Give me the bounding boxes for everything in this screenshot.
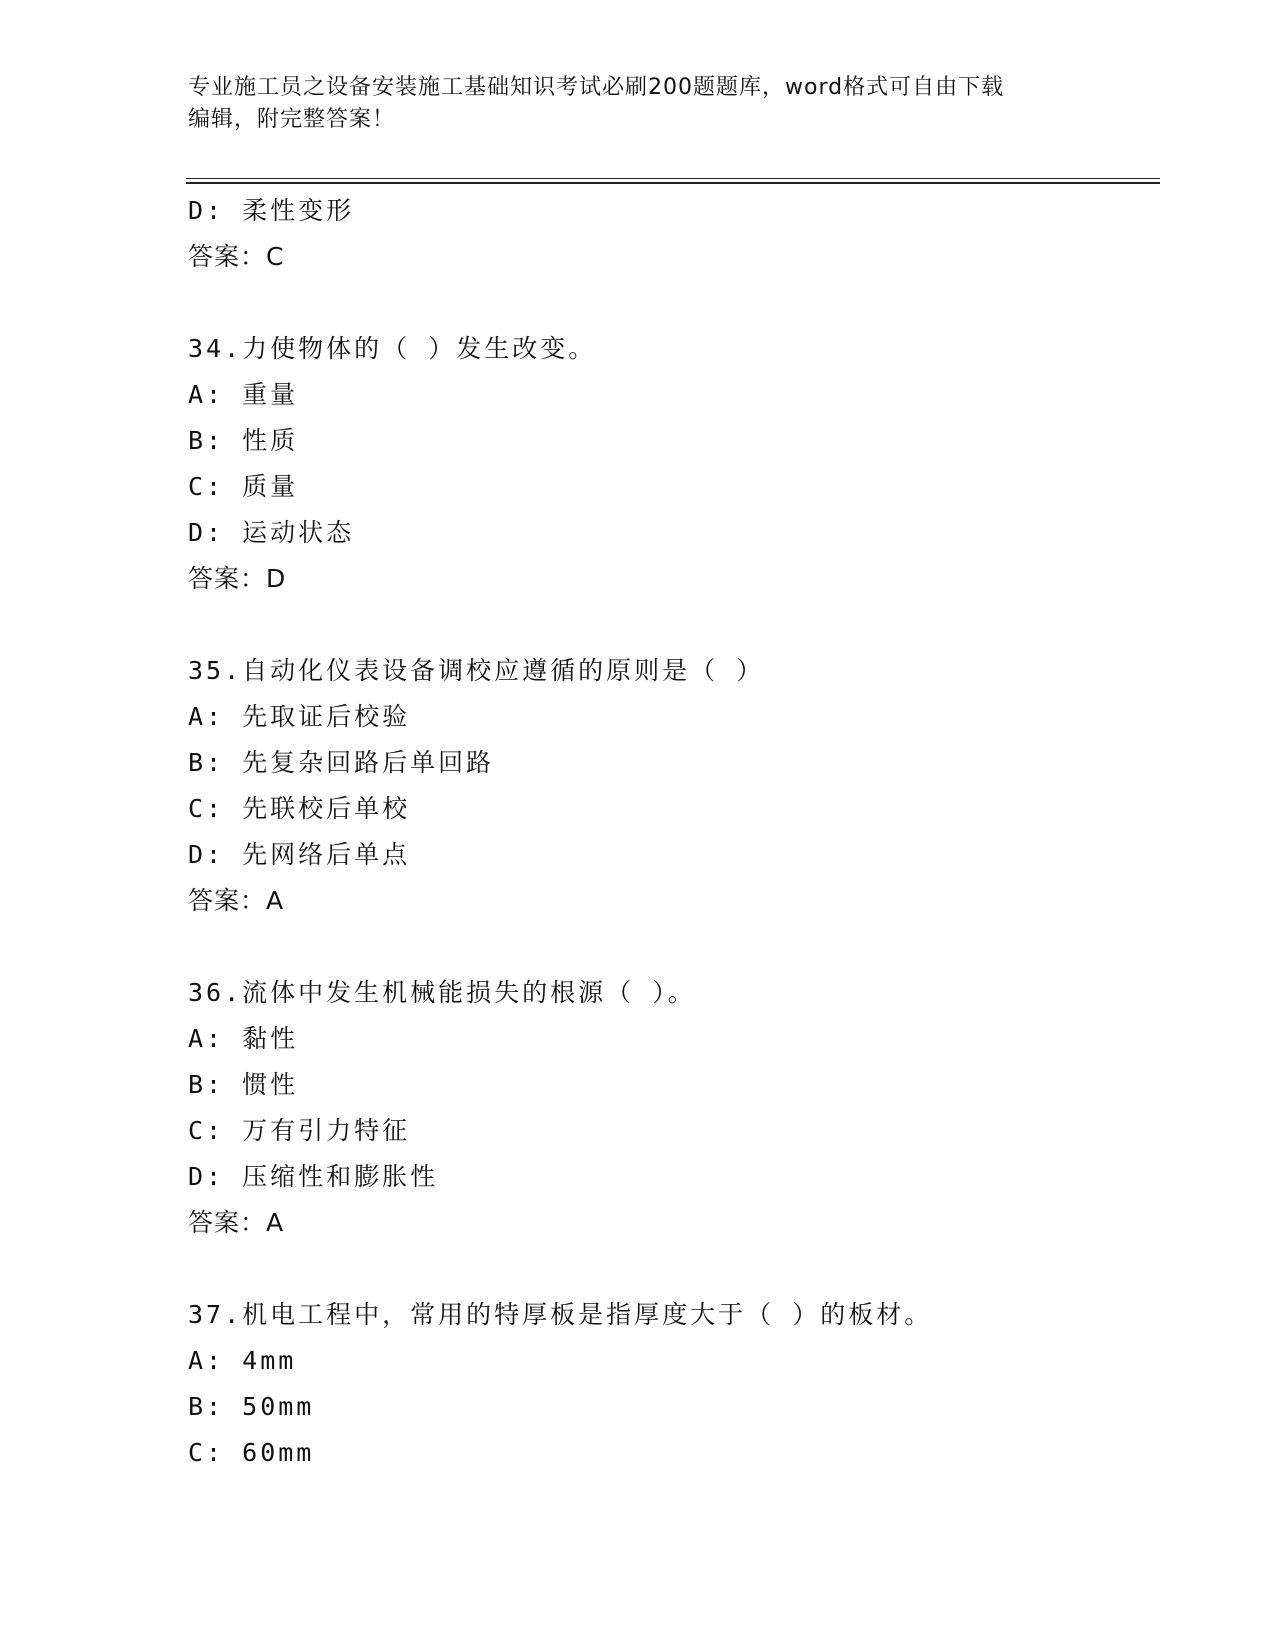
answer: 答案：A xyxy=(188,886,285,915)
question-36 xyxy=(188,970,1148,1246)
option-b: B: 先复杂回路后单回路 xyxy=(188,748,495,777)
option-b: B: 50mm xyxy=(188,1392,315,1421)
spacer xyxy=(188,1246,1148,1292)
option-b: B: 性质 xyxy=(188,426,299,455)
question-35 xyxy=(188,648,1148,924)
spacer xyxy=(188,924,1148,970)
option-b: B: 惯性 xyxy=(188,1070,299,1099)
option-d: D: 运动状态 xyxy=(188,518,355,547)
option-a: A: 重量 xyxy=(188,380,299,409)
option-c: C: 万有引力特征 xyxy=(188,1116,411,1145)
question-list xyxy=(188,188,1148,1476)
option-d: D: 先网络后单点 xyxy=(188,840,411,869)
question-stem: 37.机电工程中，常用的特厚板是指厚度大于（ ）的板材。 xyxy=(188,1300,933,1329)
question-34 xyxy=(188,326,1148,602)
header-divider-thin xyxy=(186,178,1160,179)
header-divider-thick xyxy=(186,182,1160,184)
header-line-2: 编辑，附完整答案！ xyxy=(188,107,396,132)
spacer xyxy=(188,602,1148,648)
option-c: C: 先联校后单校 xyxy=(188,794,411,823)
question-stem: 36.流体中发生机械能损失的根源（ ）。 xyxy=(188,978,696,1007)
document-header xyxy=(188,72,1088,136)
previous-question-tail xyxy=(188,188,1148,280)
option-a: A: 黏性 xyxy=(188,1024,299,1053)
option-a: A: 先取证后校验 xyxy=(188,702,411,731)
question-stem: 34.力使物体的（ ）发生改变。 xyxy=(188,334,597,363)
option-d: D: 柔性变形 xyxy=(188,196,355,225)
answer: 答案：D xyxy=(188,564,287,593)
spacer xyxy=(188,280,1148,326)
option-c: C: 60mm xyxy=(188,1438,315,1467)
question-37 xyxy=(188,1292,1148,1476)
answer: 答案：A xyxy=(188,1208,285,1237)
answer: 答案：C xyxy=(188,242,285,271)
option-a: A: 4mm xyxy=(188,1346,297,1375)
option-d: D: 压缩性和膨胀性 xyxy=(188,1162,439,1191)
header-line-1: 专业施工员之设备安装施工基础知识考试必刷200题题库，word格式可自由下载 xyxy=(188,75,1005,100)
option-c: C: 质量 xyxy=(188,472,299,501)
question-stem: 35.自动化仪表设备调校应遵循的原则是（ ） xyxy=(188,656,765,685)
